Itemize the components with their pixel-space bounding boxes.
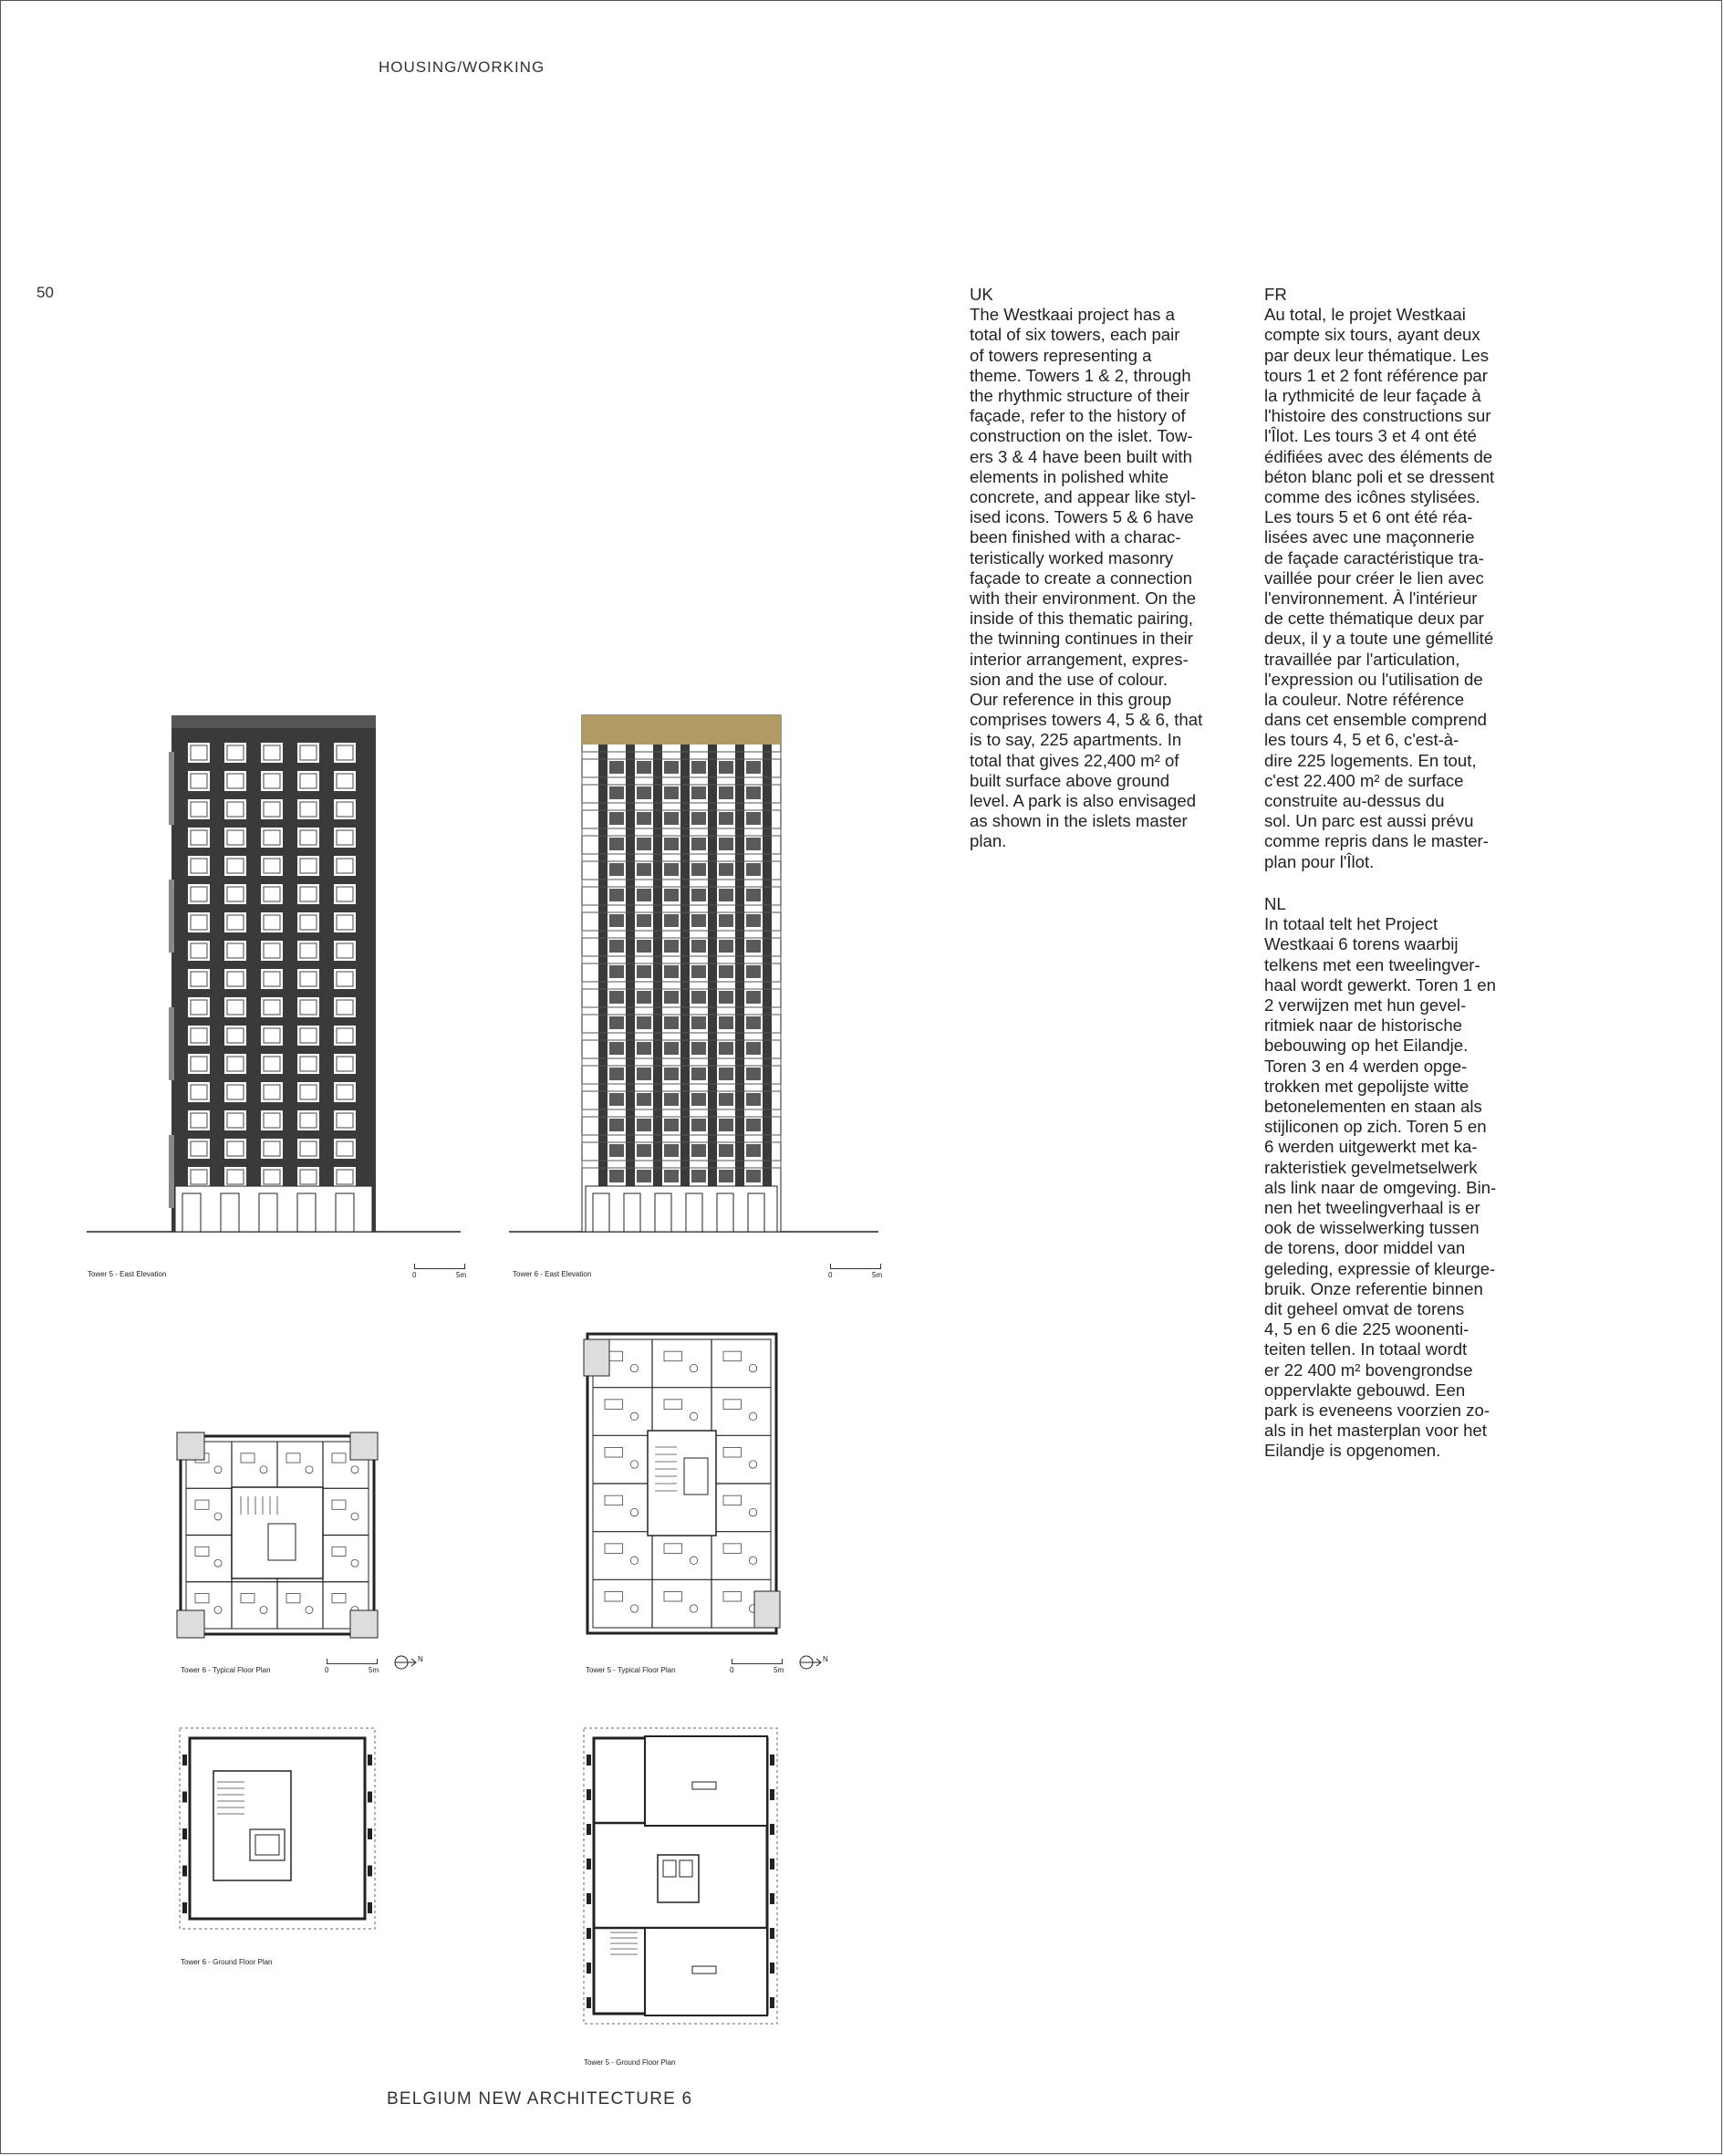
- scale-max-label: 5m: [774, 1666, 784, 1674]
- tower-5-east-elevation-drawing: [87, 712, 470, 1236]
- scale-min-label: 0: [325, 1666, 329, 1674]
- scale-bar-typ5: [732, 1659, 783, 1679]
- north-label: N: [823, 1655, 828, 1663]
- footer-title: BELGIUM NEW ARCHITECTURE 6: [387, 2089, 693, 2109]
- page-number: 50: [36, 284, 54, 301]
- scale-max-label: 5m: [872, 1271, 883, 1279]
- scale-max-label: 5m: [369, 1666, 379, 1674]
- section-header: HOUSING/WORKING: [379, 58, 545, 76]
- caption-tower-6-ground-floor-plan: Tower 6 - Ground Floor Plan: [181, 1958, 273, 1966]
- caption-tower-6-typical-floor-plan: Tower 6 - Typical Floor Plan: [181, 1666, 271, 1674]
- north-label: N: [418, 1655, 423, 1663]
- scale-bar-elev6: [830, 1264, 881, 1284]
- tower-6-east-elevation-drawing: [509, 712, 883, 1236]
- body-text-nl: In totaal telt het Project Westkaai 6 torens waarbij telkens met een tweelingver- haal wordt gewerkt. Toren 1 en 2 verwijzen met hun gevel- ritmiek naar de historische bebouwing op het Eilandje. Toren 3 en 4 werden opge- trokken met gepolijste witte betonelementen en staan als stijliconen op zich. Toren 5 en 6 werden uitgewerkt met ka- rakteristiek gevelmetselwerk als link naar de omgeving. Bin- nen het tweelingverhaal is er ook de wisselwerking tussen de torens, door middel van geleding, expressie of kleurge- bruik. Onze referentie binnen dit geheel omvat de torens 4, 5 en 6 die 225 woonenti- teiten tellen. In totaal wordt er 22 400 m² bovengrondse oppervlakte gebouwd. Een park is eveneens voorzien zo- als in het masterplan voor het Eilandje is opgenomen.: [1264, 914, 1497, 1461]
- text-column-uk: [970, 285, 1243, 852]
- north-arrow-icon: [799, 1653, 823, 1672]
- caption-tower-5-east-elevation: Tower 5 - East Elevation: [88, 1270, 167, 1278]
- tower-6-ground-floor-plan: [179, 1727, 376, 1930]
- body-text-fr: Au total, le projet Westkaai compte six tours, ayant deux par deux leur thématique. Les tours 1 et 2 font référence par la rythmicité de leur façade à l'histoire des constructions sur l'Îlot. Les tours 3 et 4 ont été édifiées avec des éléments de béton blanc poli et se dressent comme des icônes stylisées. Les tours 5 et 6 ont été réa- lisées avec une maçonnerie de façade caractéristique tra- vaillée pour créer le lien avec l'environnement. À l'intérieur de cette thématique deux par deux, il y a toute une gémellité travaillée par l'articulation, l'expression ou l'utilisation de la couleur. Notre référence dans cet ensemble comprend les tours 4, 5 et 6, c'est-à- dire 225 logements. En tout, c'est 22.400 m² de surface construite au-dessus du sol. Un parc est aussi prévu comme repris dans le master- plan pour l'Îlot.: [1264, 305, 1495, 871]
- caption-tower-5-ground-floor-plan: Tower 5 - Ground Floor Plan: [584, 2058, 676, 2067]
- scale-min-label: 0: [828, 1271, 833, 1279]
- tower-5-ground-floor-plan: [583, 1727, 778, 2025]
- text-column-fr: [1264, 285, 1538, 872]
- caption-tower-6-east-elevation: Tower 6 - East Elevation: [513, 1270, 592, 1278]
- scale-min-label: 0: [412, 1271, 417, 1279]
- north-arrow-typ6: [394, 1653, 425, 1672]
- scale-min-label: 0: [730, 1666, 734, 1674]
- tower-6-typical-floor-plan: [177, 1432, 378, 1638]
- body-text-uk: The Westkaai project has a total of six towers, each pair of towers representing a theme. Towers 1 & 2, through the rhythmic structure of their façade, refer to the history of construction on the islet. Tow- ers 3 & 4 have been built with elements in polished white concrete, and appear like styl- ised icons. Towers 5 & 6 have been finished with a charac- teristically worked masonry façade to create a connection with their environment. On the inside of this thematic pairing, the twinning continues in their interior arrangement, expres- sion and the use of colour. Our reference in this group comprises towers 4, 5 & 6, that is to say, 225 apartments. In total that gives 22,400 m² of built surface above ground level. A park is also envisaged as shown in the islets master plan.: [970, 305, 1203, 851]
- scale-max-label: 5m: [456, 1271, 467, 1279]
- language-label-nl: NL: [1264, 894, 1286, 913]
- text-column-nl: [1264, 894, 1538, 1462]
- north-arrow-typ5: [799, 1653, 830, 1672]
- language-label-uk: UK: [970, 285, 993, 304]
- language-label-fr: FR: [1264, 285, 1287, 304]
- scale-bar-typ6: [327, 1659, 378, 1679]
- scale-bar-elev5: [414, 1264, 465, 1284]
- tower-5-typical-floor-plan: [584, 1330, 780, 1637]
- caption-tower-5-typical-floor-plan: Tower 5 - Typical Floor Plan: [586, 1666, 676, 1674]
- north-arrow-icon: [394, 1653, 418, 1672]
